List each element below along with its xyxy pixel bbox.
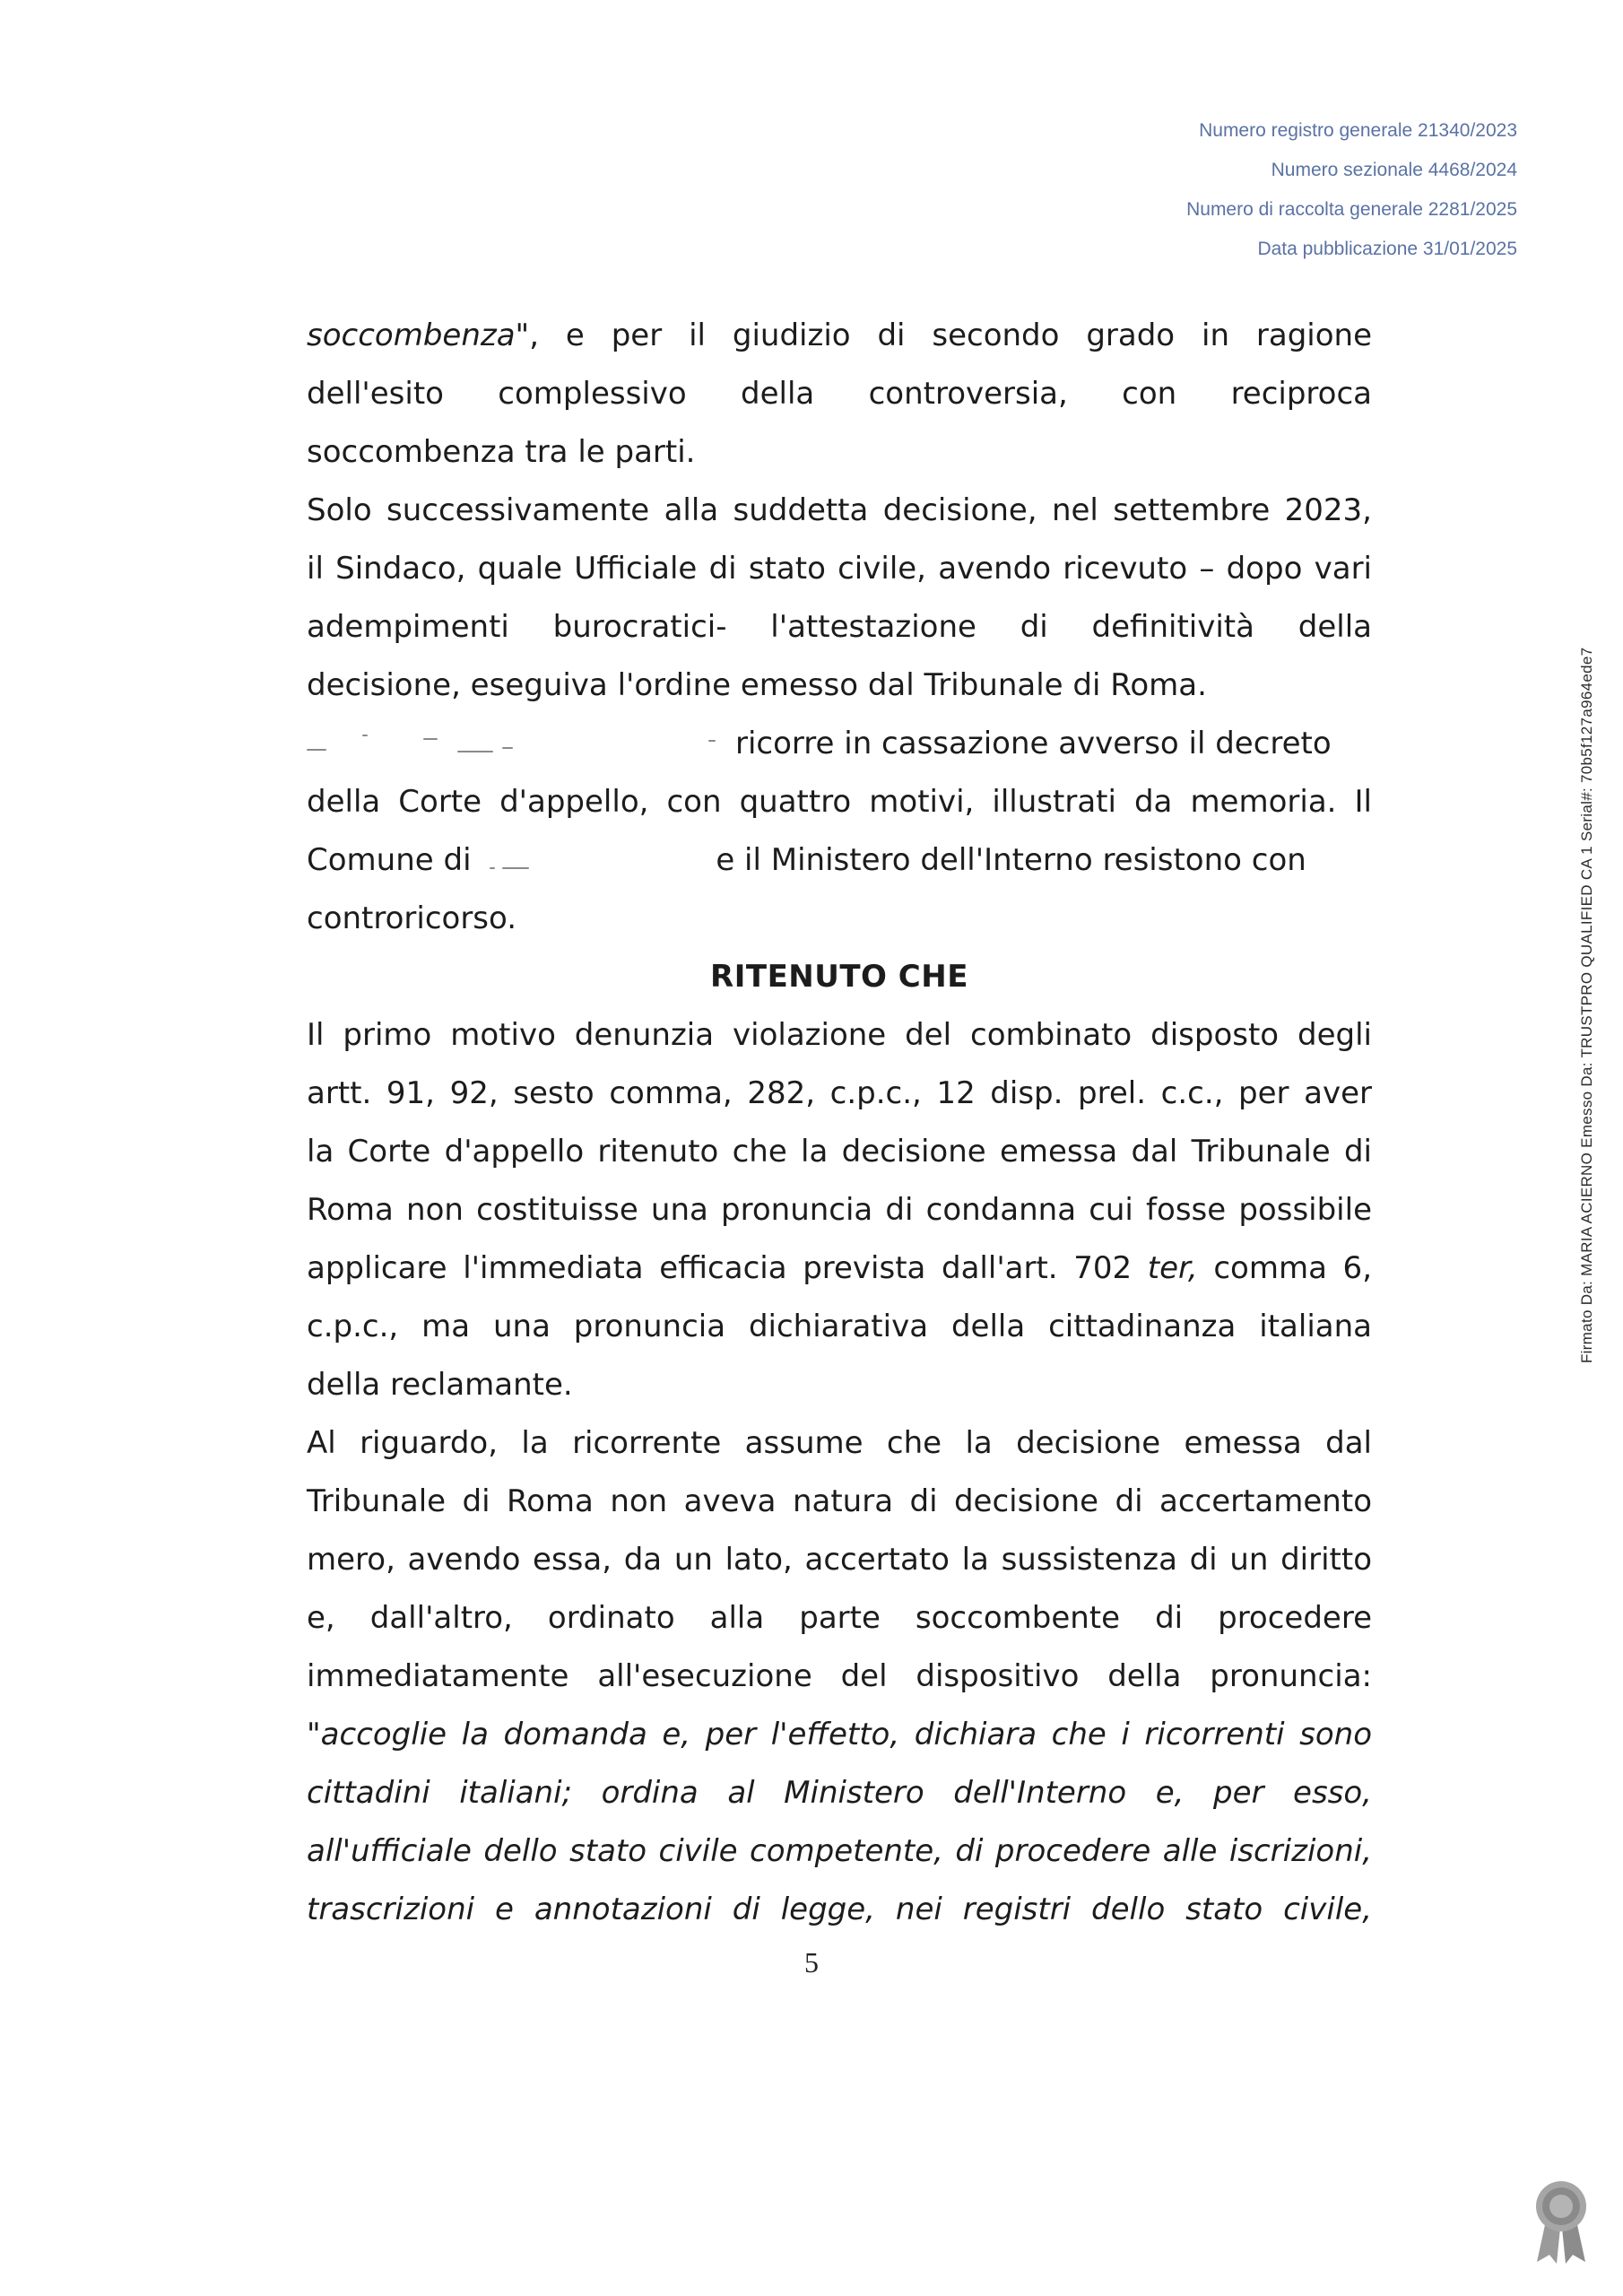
text-line bbox=[307, 1239, 1372, 1298]
text-line bbox=[307, 831, 1372, 890]
text-span: applicare l'immediata efficacia prevista dall'art. 702 bbox=[307, 1250, 1148, 1286]
redacted-name bbox=[307, 727, 735, 763]
quote-line: trascrizioni e annotazioni di legge, nei registri dello stato civile, bbox=[307, 1892, 1372, 1927]
text-line: mero, avendo essa, da un lato, accertato la sussistenza di un diritto bbox=[307, 1542, 1372, 1578]
page-number: 5 bbox=[804, 1946, 819, 1979]
document-body bbox=[307, 307, 1372, 1939]
text-line: immediatamente all'esecuzione del dispositivo della pronuncia: bbox=[307, 1658, 1372, 1694]
text-span: ricorre in cassazione avverso il decreto bbox=[735, 726, 1332, 761]
raccolta-generale: Numero di raccolta generale 2281/2025 bbox=[1186, 199, 1517, 220]
text-line: decisione, eseguiva l'ordine emesso dal Tribunale di Roma. bbox=[307, 667, 1207, 703]
text-italic: soccombenza" bbox=[307, 317, 530, 353]
quote-line: all'ufficiale dello stato civile competente, di procedere alle iscrizioni, bbox=[307, 1833, 1372, 1869]
text-line: la Corte d'appello ritenuto che la decisione emessa dal Tribunale di bbox=[307, 1134, 1372, 1170]
quote-line: "accoglie la domanda e, per l'effetto, dichiara che i ricorrenti sono bbox=[307, 1717, 1372, 1752]
registro-generale: Numero registro generale 21340/2023 bbox=[1199, 120, 1517, 141]
text-line: adempimenti burocratici- l'attestazione di definitività della bbox=[307, 609, 1372, 645]
redacted-comune bbox=[481, 844, 716, 880]
text-line: controricorso. bbox=[307, 900, 517, 936]
text-line: dell'esito complessivo della controversia, con reciproca bbox=[307, 376, 1372, 412]
text-line: della reclamante. bbox=[307, 1367, 573, 1403]
text-line: il Sindaco, quale Ufficiale di stato civile, avendo ricevuto – dopo vari bbox=[307, 551, 1372, 587]
text-line: Al riguardo, la ricorrente assume che la decisione emessa dal bbox=[307, 1425, 1372, 1461]
text-span: Comune di bbox=[307, 842, 472, 878]
text-span: e il Ministero dell'Interno resistono con bbox=[716, 842, 1306, 878]
text-span: comma 6, bbox=[1197, 1250, 1372, 1286]
quote-line: cittadini italiani; ordina al Ministero dell'Interno e, per esso, bbox=[307, 1775, 1372, 1811]
text-line: Il primo motivo denunzia violazione del combinato disposto degli bbox=[307, 1017, 1372, 1053]
digital-signature-text: Firmato Da: MARIA ACIERNO Emesso Da: TRUSTPRO QUALIFIED CA 1 Serial#: 70b5f127a964ede7 bbox=[1578, 647, 1595, 1363]
text-line: della Corte d'appello, con quattro motivi, illustrati da memoria. Il bbox=[307, 784, 1372, 820]
document-header bbox=[1186, 111, 1517, 269]
text-line: soccombenza tra le parti. bbox=[307, 434, 696, 470]
certificate-seal-icon bbox=[1530, 2176, 1593, 2266]
text-line: Tribunale di Roma non aveva natura di decisione di accertamento bbox=[307, 1483, 1372, 1519]
data-pubblicazione: Data pubblicazione 31/01/2025 bbox=[1257, 239, 1517, 259]
text-italic: ter, bbox=[1147, 1250, 1198, 1286]
text-line: Solo successivamente alla suddetta decisione, nel settembre 2023, bbox=[307, 492, 1372, 528]
text-line: artt. 91, 92, sesto comma, 282, c.p.c., 12 disp. prel. c.c., per aver bbox=[307, 1075, 1372, 1111]
text-line: Roma non costituisse una pronuncia di condanna cui fosse possibile bbox=[307, 1192, 1372, 1228]
text-line: e, dall'altro, ordinato alla parte soccombente di procedere bbox=[307, 1600, 1372, 1636]
text-line bbox=[307, 715, 1372, 773]
text-span: , e per il giudizio di secondo grado in ragione bbox=[529, 317, 1372, 353]
numero-sezionale: Numero sezionale 4468/2024 bbox=[1271, 160, 1517, 180]
section-heading: RITENUTO CHE bbox=[710, 959, 968, 995]
text-line: c.p.c., ma una pronuncia dichiarativa della cittadinanza italiana bbox=[307, 1309, 1372, 1344]
text-line bbox=[307, 307, 1372, 365]
